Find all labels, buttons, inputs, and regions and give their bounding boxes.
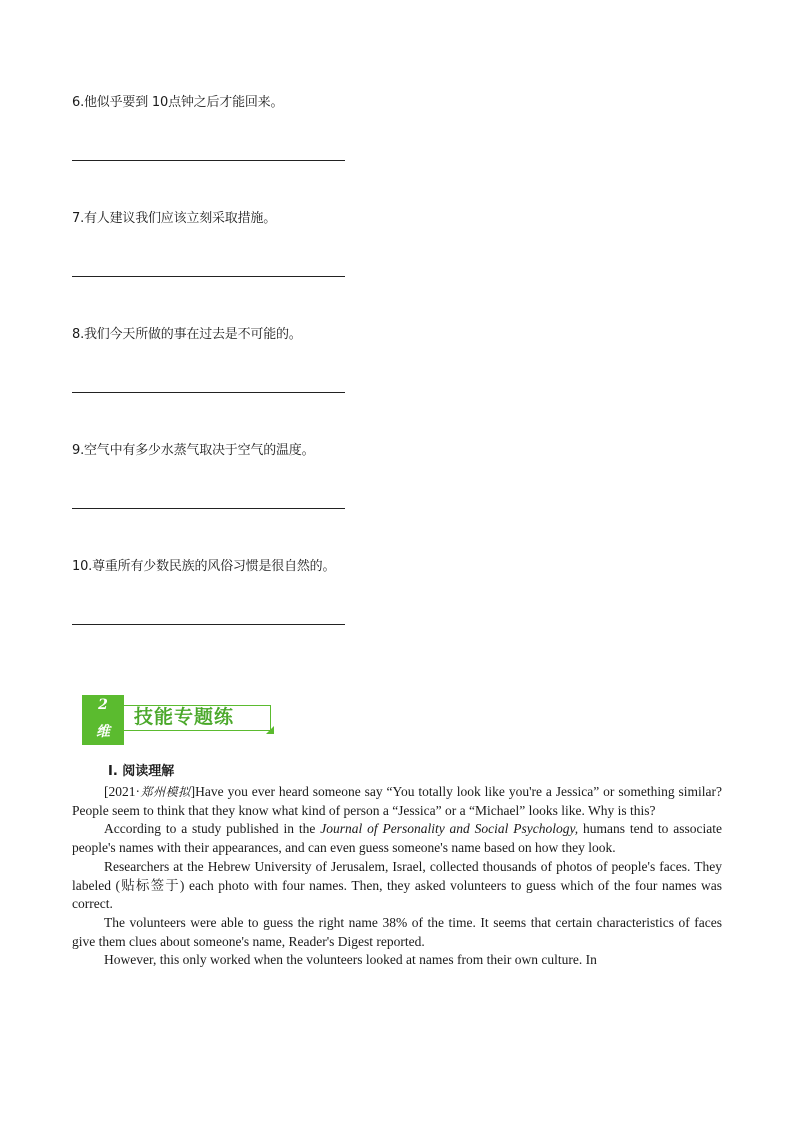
- section-badge: [82, 695, 278, 745]
- question-9: 9.空气中有多少水蒸气取决于空气的温度。: [72, 443, 315, 458]
- badge-number-box: [82, 695, 124, 745]
- badge-sub-label: 维: [96, 724, 110, 740]
- paragraph-2-text-before: According to a study published in the: [104, 821, 321, 837]
- passage-paragraph-3: Researchers at the Hebrew University of Jerusalem, Israel, collected thousands of photos of people's faces. They labeled (贴标签于) each photo with four names. Then, they asked volunteers to guess which of the four names was correct.: [72, 858, 722, 912]
- journal-title: Journal of Personality and Social Psychology,: [320, 821, 579, 837]
- reading-passage: [72, 783, 722, 970]
- paragraph-2-text-after: humans tend to associate people's names with their appearances, and can even guess someone's name based on how they look.: [72, 821, 723, 856]
- answer-line-7[interactable]: [72, 276, 345, 277]
- source-bracket-close: ]: [190, 784, 196, 799]
- question-8: 8.我们今天所做的事在过去是不可能的。: [72, 327, 302, 342]
- badge-number: 2: [98, 697, 108, 713]
- passage-paragraph-5: However, this only worked when the volunteers looked at names from their own culture. In: [104, 952, 597, 968]
- answer-line-10[interactable]: [72, 624, 345, 625]
- section-title: 技能专题练: [134, 706, 235, 728]
- badge-corner-triangle: [266, 726, 274, 734]
- question-10: 10.尊重所有少数民族的风俗习惯是很自然的。: [72, 559, 336, 574]
- answer-line-8[interactable]: [72, 392, 345, 393]
- passage-paragraph-4: The volunteers were able to guess the right name 38% of the time. It seems that certain characteristics of faces give them clues about someone's name, Reader's Digest reported.: [72, 914, 722, 949]
- passage-paragraph-1: [72, 783, 722, 820]
- answer-line-6[interactable]: [72, 160, 345, 161]
- question-7: 7.有人建议我们应该立刻采取措施。: [72, 211, 277, 226]
- reading-comprehension-heading: Ⅰ. 阅读理解: [108, 764, 175, 779]
- passage-source: 郑州模拟: [140, 785, 191, 799]
- answer-line-9[interactable]: [72, 508, 345, 509]
- question-6: 6.他似乎要到 10点钟之后才能回来。: [72, 95, 284, 110]
- source-bracket-open: [2021·: [104, 784, 140, 799]
- passage-paragraph-2: [72, 820, 722, 857]
- paragraph-1-text: Have you ever heard someone say “You totally look like you're a Jessica” or something similar? People seem to think that they know what kind of person a “Jessica” or a “Michael” looks like. Why is this?: [72, 784, 722, 818]
